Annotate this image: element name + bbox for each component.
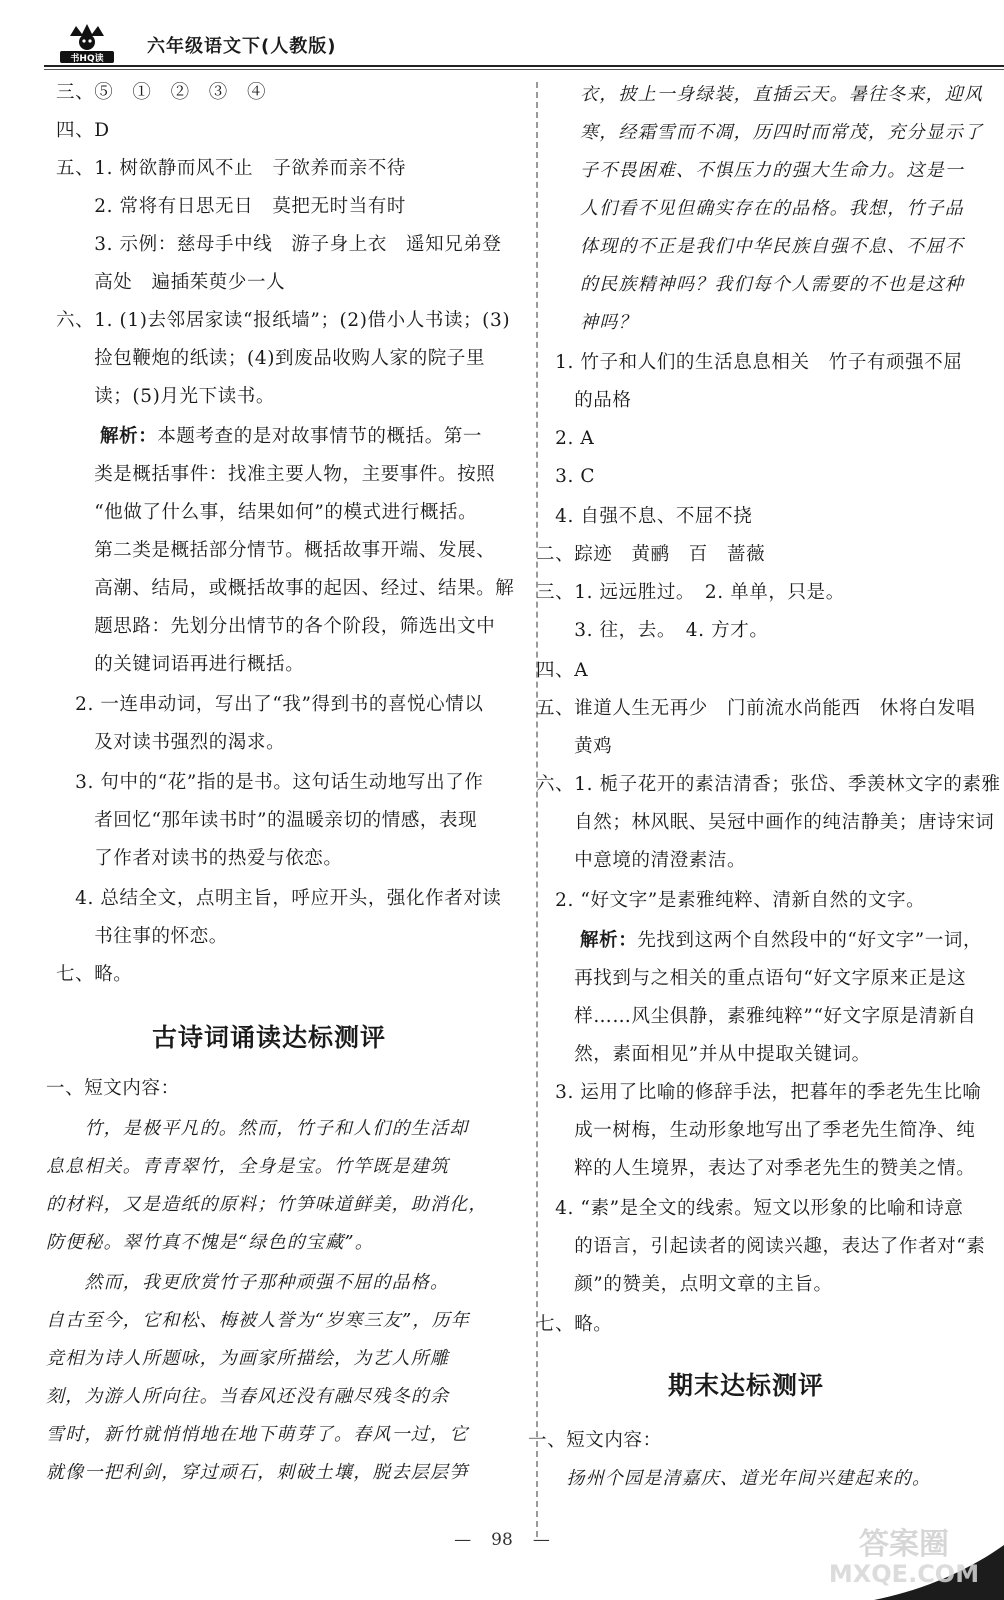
answer-line: 4. “素”是全文的线索。短文以形象的比喻和诗意 <box>536 1198 964 1219</box>
answer-line: 了作者对读书的热爱与依恋。 <box>56 848 343 869</box>
answer-line: 3. 句中的“花”指的是书。这句话生动地写出了作 <box>56 772 484 793</box>
passage-line: 扬州个园是清嘉庆、道光年间兴建起来的。 <box>528 1468 932 1489</box>
analysis-line: 再找到与之相关的重点语句“好文字原来正是这 <box>536 968 967 989</box>
passage-line: 神吗？ <box>580 312 638 333</box>
footer-dash: — <box>532 1530 550 1550</box>
answer-line: 一、短文内容： <box>528 1430 662 1451</box>
answer-line: 及对读书强烈的渴求。 <box>56 732 286 753</box>
passage-line: 息息相关。青青翠竹，全身是宝。竹竿既是建筑 <box>46 1156 450 1177</box>
answer-line: 3. 往，去。 4. 方才。 <box>536 620 769 641</box>
passage-line: 竹，是极平凡的。然而，竹子和人们的生活却 <box>46 1118 469 1139</box>
passage-line: 人们看不见但确实存在的品格。我想，竹子品 <box>580 198 964 219</box>
passage-line: 的材料，又是造纸的原料；竹笋味道鲜美，助消化， <box>46 1194 488 1215</box>
page-header <box>44 18 1004 70</box>
analysis-line: 高潮、结局，或概括故事的起因、经过、结果。解 <box>56 578 515 599</box>
passage-line: 然而，我更欣赏竹子那种顽强不屈的品格。 <box>46 1272 450 1293</box>
header-rule <box>44 65 1004 67</box>
answer-line: 成一树梅，生动形象地写出了季老先生简净、纯 <box>536 1120 976 1141</box>
answer-line: 七、略。 <box>536 1314 613 1335</box>
answer-line: 六、1. (1)去邻居家读“报纸墙”；(2)借小人书读；(3) <box>56 310 511 331</box>
analysis-line: 题思路：先划分出情节的各个阶段，筛选出文中 <box>56 616 496 637</box>
answer-line: 五、1. 树欲静而风不止 子欲养而亲不待 <box>56 158 407 179</box>
answer-line: 四、D <box>56 120 110 141</box>
analysis-text: 本题考查的是对故事情节的概括。第一 <box>157 426 483 447</box>
answer-line: 1. 竹子和人们的生活息息相关 竹子有顽强不屈 <box>536 352 963 373</box>
answer-line: 书往事的怀恋。 <box>56 926 228 947</box>
analysis-line: 样……风尘俱静，素雅纯粹”“好文字原是清新自 <box>536 1006 977 1027</box>
answer-line: 3. C <box>536 466 596 487</box>
page-number: 98 <box>491 1530 513 1550</box>
watermark-line1: 答案圈 <box>859 1527 949 1562</box>
answer-line: 读；(5)月光下读书。 <box>56 386 276 407</box>
answer-line: 中意境的清澄素洁。 <box>536 850 747 871</box>
passage-line: 寒，经霜雪而不凋，历四时而常茂，充分显示了 <box>580 122 984 143</box>
logo-text: 书HQ读 <box>70 54 104 64</box>
answer-line: 颜”的赞美，点明文章的主旨。 <box>536 1274 833 1295</box>
book-title: 六年级语文下(人教版) <box>147 36 337 57</box>
analysis-line <box>580 928 982 954</box>
analysis-line: “他做了什么事，结果如何”的模式进行概括。 <box>56 502 478 523</box>
analysis-line: 类是概括事件：找准主要人物，主要事件。按照 <box>56 464 496 485</box>
answer-line: 粹的人生境界，表达了对季老先生的赞美之情。 <box>536 1158 976 1179</box>
answer-line: 者回忆“那年读书时”的温暖亲切的情感，表现 <box>56 810 478 831</box>
section-title: 古诗词诵读达标测评 <box>152 1023 387 1052</box>
passage-line: 就像一把利剑，穿过顽石，刺破土壤，脱去层层笋 <box>46 1462 469 1483</box>
answer-line: 4. 总结全文，点明主旨，呼应开头，强化作者对读 <box>56 888 502 909</box>
answer-line: 2. 一连串动词，写出了“我”得到书的喜悦心情以 <box>56 694 484 715</box>
answer-line: 三、1. 远远胜过。 2. 单单，只是。 <box>536 582 845 603</box>
passage-line: 自古至今，它和松、梅被人誉为“岁寒三友”，历年 <box>46 1310 471 1331</box>
answer-line: 三、⑤ ① ② ③ ④ <box>56 82 267 103</box>
answer-line: 二、踪迹 黄鹂 百 蔷薇 <box>536 544 766 565</box>
passage-line: 体现的不正是我们中华民族自强不息、不屈不 <box>580 236 964 257</box>
passage-line: 雪时，新竹就悄悄地在地下萌芽了。春风一过，它 <box>46 1424 469 1445</box>
analysis-line <box>100 424 482 450</box>
answer-line: 高处 遍插茱萸少一人 <box>56 272 286 293</box>
answer-line: 的品格 <box>536 390 632 411</box>
passage-line: 衣，披上一身绿装，直插云天。暑往冬来，迎风 <box>580 84 984 105</box>
answer-line: 3. 示例：慈母手中线 游子身上衣 遥知兄弟登 <box>56 234 502 255</box>
answer-line: 2. “好文字”是素雅纯粹、清新自然的文字。 <box>536 890 926 911</box>
answer-line: 自然；林风眠、吴冠中画作的纯洁静美；唐诗宋词 <box>536 812 995 833</box>
answer-line: 六、1. 栀子花开的素洁清香；张岱、季羡林文字的素雅 <box>536 774 1001 795</box>
answer-line: 五、谁道人生无再少 门前流水尚能西 休将白发唱 <box>536 698 976 719</box>
answer-line: 3. 运用了比喻的修辞手法，把暮年的季老先生比喻 <box>536 1082 982 1103</box>
passage-line: 竞相为诗人所题咏，为画家所描绘，为艺人所雕 <box>46 1348 450 1369</box>
publisher-logo-icon <box>56 22 118 66</box>
watermark-line2: MXQE.COM <box>828 1560 980 1588</box>
answer-line: 的语言，引起读者的阅读兴趣，表达了作者对“素 <box>536 1236 986 1257</box>
analysis-label: 解析： <box>580 930 638 951</box>
header-rule-thin <box>44 69 1004 70</box>
answer-line: 2. 常将有日思无日 莫把无时当有时 <box>56 196 407 217</box>
analysis-line: 的关键词语再进行概括。 <box>56 654 305 675</box>
answer-line: 四、A <box>536 660 589 681</box>
answer-line: 一、短文内容： <box>46 1078 180 1099</box>
answer-line: 2. A <box>536 428 595 449</box>
passage-line: 刻，为游人所向往。当春风还没有融尽残冬的余 <box>46 1386 450 1407</box>
footer-dash: — <box>454 1530 472 1550</box>
answer-line: 4. 自强不息、不屈不挠 <box>536 506 753 527</box>
answer-line: 黄鸡 <box>536 736 613 757</box>
answer-line: 捡包鞭炮的纸读；(4)到废品收购人家的院子里 <box>56 348 486 369</box>
analysis-line: 然，素面相见”并从中提取关键词。 <box>536 1044 871 1065</box>
analysis-text: 先找到这两个自然段中的“好文字”一词， <box>637 930 983 951</box>
answer-line: 七、略。 <box>56 964 133 985</box>
passage-line: 子不畏困难、不惧压力的强大生命力。这是一 <box>580 160 964 181</box>
site-watermark-icon <box>784 1524 994 1588</box>
section-title: 期末达标测评 <box>668 1371 825 1400</box>
analysis-label: 解析： <box>100 426 158 447</box>
passage-line: 防便秘。翠竹真不愧是“绿色的宝藏”。 <box>46 1232 375 1253</box>
passage-line: 的民族精神吗？我们每个人需要的不也是这种 <box>580 274 964 295</box>
analysis-line: 第二类是概括部分情节。概括故事开端、发展、 <box>56 540 496 561</box>
